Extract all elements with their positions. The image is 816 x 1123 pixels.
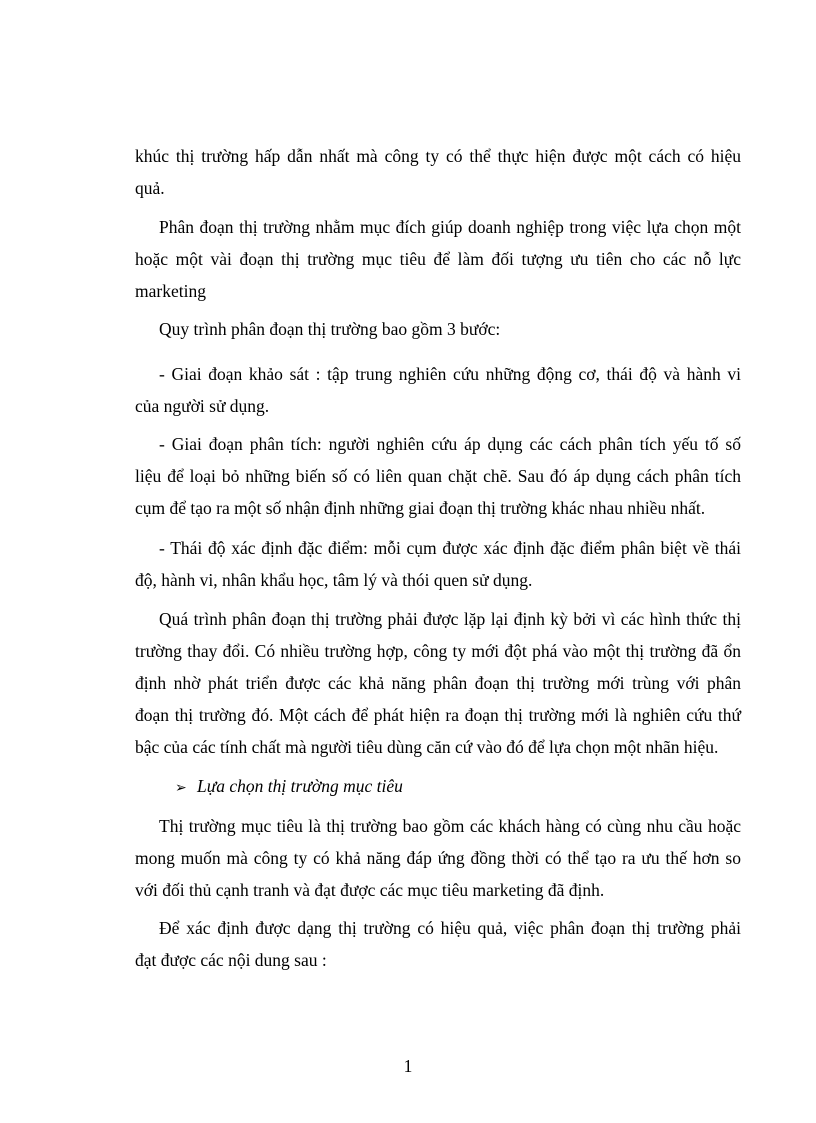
paragraph-market-segment-continuation: [135, 140, 741, 204]
text-line: Để xác định được dạng thị trường có hiệu quả, việc phân đoạn thị trường phải: [159, 918, 741, 938]
text-line: liệu để loại bỏ những biến số có liên quan chặt chẽ. Sau đó áp dụng cách phân tích: [135, 466, 741, 486]
section-heading-target-market: [175, 770, 403, 802]
text-line: hoặc một vài đoạn thị trường mục tiêu để làm đối tượng ưu tiên cho các nỗ lực: [135, 249, 741, 269]
text-line: marketing: [135, 281, 206, 301]
section-heading-text: Lựa chọn thị trường mục tiêu: [197, 776, 403, 796]
text-line: bậc của các tính chất mà người tiêu dùng căn cứ vào đó để lựa chọn một nhãn hiệu.: [135, 737, 719, 757]
paragraph-profiling-stage: [135, 532, 741, 596]
text-line: của người sử dụng.: [135, 396, 270, 416]
text-line: - Thái độ xác định đặc điểm: mỗi cụm được xác định đặc điểm phân biệt về thái: [159, 538, 741, 558]
page-number: 1: [403, 1056, 413, 1076]
paragraph-target-market-definition: [135, 810, 741, 906]
text-line: độ, hành vi, nhân khẩu học, tâm lý và thói quen sử dụng.: [135, 570, 533, 590]
paragraph-segmentation-purpose: [135, 211, 741, 307]
text-line: với đối thủ cạnh tranh và đạt được các mục tiêu marketing đã định.: [135, 880, 605, 900]
text-line: - Giai đoạn khảo sát : tập trung nghiên cứu những động cơ, thái độ và hành vi: [159, 364, 741, 384]
text-line: quả.: [135, 178, 165, 198]
text-line: - Giai đoạn phân tích: người nghiên cứu áp dụng các cách phân tích yếu tố số: [159, 434, 741, 454]
text-line: đạt được các nội dung sau :: [135, 950, 327, 970]
text-line: Quá trình phân đoạn thị trường phải được lặp lại định kỳ bởi vì các hình thức thị: [159, 609, 741, 629]
text-line: Quy trình phân đoạn thị trường bao gồm 3 bước:: [159, 319, 501, 339]
paragraph-survey-stage: [135, 358, 741, 422]
paragraph-process-intro: [135, 313, 741, 345]
text-line: mong muốn mà công ty có khả năng đáp ứng đồng thời có thể tạo ra ưu thế hơn so: [135, 848, 741, 868]
text-line: Thị trường mục tiêu là thị trường bao gồm các khách hàng có cùng nhu cầu hoặc: [159, 816, 741, 836]
text-line: định nhờ phát triển được các khả năng phân đoạn thị trường mới trùng với phân: [135, 673, 741, 693]
arrowhead-bullet-icon: ➢: [175, 780, 187, 796]
text-line: Phân đoạn thị trường nhằm mục đích giúp doanh nghiệp trong việc lựa chọn một: [159, 217, 741, 237]
text-line: cụm để tạo ra một số nhận định những giai đoạn thị trường khác nhau nhiều nhất.: [135, 498, 706, 518]
text-line: khúc thị trường hấp dẫn nhất mà công ty có thể thực hiện được một cách có hiệu: [135, 146, 741, 166]
paragraph-segmentation-requirements: [135, 912, 741, 976]
paragraph-periodic-segmentation: [135, 603, 741, 763]
text-line: trường thay đổi. Có nhiều trường hợp, công ty mới đột phá vào một thị trường đã ổn: [135, 641, 741, 661]
paragraph-analysis-stage: [135, 428, 741, 524]
text-line: đoạn thị trường đó. Một cách để phát hiện ra đoạn thị trường mới là nghiên cứu thứ: [135, 705, 741, 725]
